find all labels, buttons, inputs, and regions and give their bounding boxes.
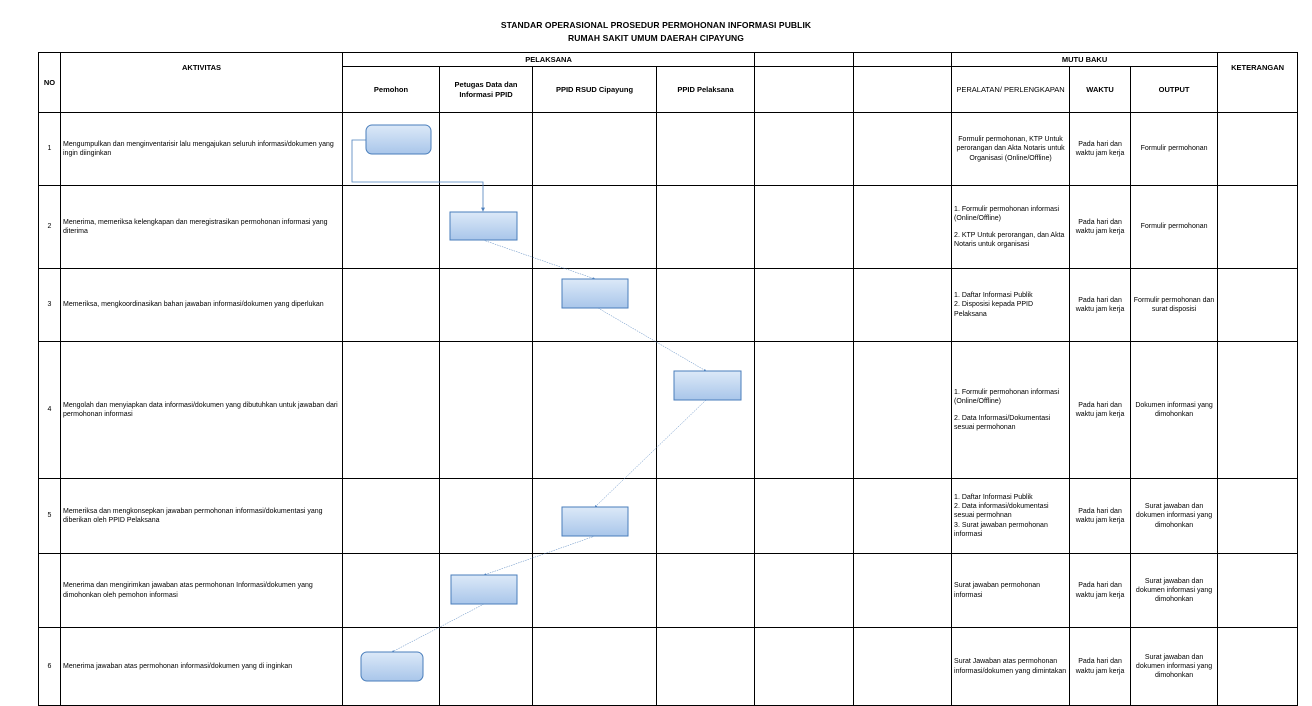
lane-petugas: [440, 186, 533, 269]
row-peralatan: [952, 269, 1070, 342]
peralatan-item: 3. Surat jawaban permohonan informasi: [954, 521, 1048, 538]
table-row: [39, 554, 1298, 628]
lane-blank: [755, 269, 854, 342]
lane-ppid-pelaksana: [657, 269, 755, 342]
row-waktu: Pada hari dan waktu jam kerja: [1070, 554, 1131, 628]
sop-table: [38, 52, 1298, 706]
lane-blank: [755, 479, 854, 554]
peralatan-item: 1. Formulir permohonan informasi (Online/Offline): [954, 205, 1060, 222]
row-peralatan: Formulir permohonan, KTP Untuk perorangan dan Akta Notaris untuk Organisasi (Online/Offline): [952, 113, 1070, 186]
lane-ppid-rsud: [533, 479, 657, 554]
header-pemohon: Pemohon: [343, 67, 440, 113]
row-waktu: Pada hari dan waktu jam kerja: [1070, 113, 1131, 186]
table-row: [39, 186, 1298, 269]
lane-pemohon: [343, 269, 440, 342]
lane-petugas: [440, 479, 533, 554]
peralatan-item: 1. Formulir permohonan informasi (Online/Offline): [954, 388, 1060, 405]
row-aktivitas: Menerima, memeriksa kelengkapan dan meregistrasikan permohonan informasi yang diterima: [61, 186, 343, 269]
row-peralatan: [952, 479, 1070, 554]
lane-blank: [755, 186, 854, 269]
lane-blank: [854, 186, 952, 269]
row-aktivitas: Memeriksa dan mengkonsepkan jawaban permohonan informasi/dokumentasi yang diberikan oleh PPID Pelaksana: [61, 479, 343, 554]
header-row-1: [39, 53, 1298, 67]
row-keterangan: [1218, 554, 1298, 628]
row-no: 2: [39, 186, 61, 269]
header-petugas: Petugas Data dan Informasi PPID: [440, 67, 533, 113]
row-no: 6: [39, 628, 61, 706]
lane-ppid-rsud: [533, 628, 657, 706]
lane-ppid-rsud: [533, 269, 657, 342]
header-blank-4: [854, 67, 952, 113]
header-blank-3: [755, 67, 854, 113]
lane-ppid-rsud: [533, 186, 657, 269]
row-no: [39, 554, 61, 628]
row-waktu: Pada hari dan waktu jam kerja: [1070, 342, 1131, 479]
row-output: Surat jawaban dan dokumen informasi yang dimohonkan: [1131, 554, 1218, 628]
row-keterangan: [1218, 342, 1298, 479]
table-row: [39, 479, 1298, 554]
lane-pemohon: [343, 628, 440, 706]
lane-ppid-rsud: [533, 554, 657, 628]
lane-pemohon: [343, 479, 440, 554]
lane-petugas: [440, 342, 533, 479]
lane-ppid-pelaksana: [657, 186, 755, 269]
lane-pemohon: [343, 113, 440, 186]
peralatan-item: 2. Data informasi/dokumentasi sesuai permohnan: [954, 503, 1049, 520]
header-mutu-baku: MUTU BAKU: [952, 53, 1218, 67]
lane-pemohon: [343, 342, 440, 479]
header-pelaksana: PELAKSANA: [343, 53, 755, 67]
lane-blank: [755, 342, 854, 479]
table-row: [39, 342, 1298, 479]
row-no: 5: [39, 479, 61, 554]
table-row: [39, 628, 1298, 706]
lane-blank: [854, 554, 952, 628]
peralatan-item: 1. Daftar Informasi Publik: [954, 292, 1033, 300]
lane-petugas: [440, 628, 533, 706]
row-no: 4: [39, 342, 61, 479]
lane-blank: [755, 628, 854, 706]
lane-blank: [755, 554, 854, 628]
row-peralatan: [952, 186, 1070, 269]
document-subtitle: RUMAH SAKIT UMUM DAERAH CIPAYUNG: [567, 33, 745, 43]
lane-blank: [854, 113, 952, 186]
row-no: 3: [39, 269, 61, 342]
lane-petugas: [440, 113, 533, 186]
lane-blank: [755, 113, 854, 186]
table-row: [39, 113, 1298, 186]
peralatan-item: 2. Disposisi kepada PPID Pelaksana: [954, 301, 1034, 318]
header-aktivitas: AKTIVITAS: [61, 53, 343, 113]
peralatan-item: 1. Daftar Informasi Publik: [954, 494, 1033, 502]
header-blank-2: [854, 53, 952, 67]
row-output: Formulir permohonan: [1131, 113, 1218, 186]
row-aktivitas: Memeriksa, mengkoordinasikan bahan jawaban informasi/dokumen yang diperlukan: [61, 269, 343, 342]
lane-ppid-pelaksana: [657, 342, 755, 479]
lane-ppid-rsud: [533, 113, 657, 186]
row-keterangan: [1218, 269, 1298, 342]
row-keterangan: [1218, 113, 1298, 186]
header-waktu: WAKTU: [1070, 67, 1131, 113]
row-output: Surat jawaban dan dokumen informasi yang dimohonkan: [1131, 479, 1218, 554]
lane-blank: [854, 342, 952, 479]
lane-ppid-rsud: [533, 342, 657, 479]
header-blank-1: [755, 53, 854, 67]
row-aktivitas: Mengolah dan menyiapkan data informasi/dokumen yang dibutuhkan untuk jawaban dari permohonan informasi: [61, 342, 343, 479]
row-keterangan: [1218, 186, 1298, 269]
row-output: Surat jawaban dan dokumen informasi yang dimohonkan: [1131, 628, 1218, 706]
row-peralatan: [952, 342, 1070, 479]
row-output: Formulir permohonan dan surat disposisi: [1131, 269, 1218, 342]
lane-ppid-pelaksana: [657, 628, 755, 706]
lane-ppid-pelaksana: [657, 479, 755, 554]
row-keterangan: [1218, 479, 1298, 554]
document-title: STANDAR OPERASIONAL PROSEDUR PERMOHONAN INFORMASI PUBLIK: [500, 20, 812, 30]
header-ppid-rsud: PPID RSUD Cipayung: [533, 67, 657, 113]
row-no: 1: [39, 113, 61, 186]
lane-petugas: [440, 554, 533, 628]
row-aktivitas: Menerima dan mengirimkan jawaban atas permohonan Informasi/dokumen yang dimohonkan oleh pemohon informasi: [61, 554, 343, 628]
table-row: [39, 269, 1298, 342]
peralatan-item: 2. Data Informasi/Dokumentasi sesuai permohonan: [954, 415, 1051, 432]
row-output: Dokumen informasi yang dimohonkan: [1131, 342, 1218, 479]
header-output: OUTPUT: [1131, 67, 1218, 113]
row-aktivitas: Menerima jawaban atas permohonan informasi/dokumen yang di inginkan: [61, 628, 343, 706]
peralatan-item: 2. KTP Untuk perorangan, dan Akta Notaris untuk organisasi: [954, 232, 1065, 249]
lane-petugas: [440, 269, 533, 342]
header-ppid-pelaksana: PPID Pelaksana: [657, 67, 755, 113]
row-waktu: Pada hari dan waktu jam kerja: [1070, 628, 1131, 706]
lane-blank: [854, 269, 952, 342]
row-waktu: Pada hari dan waktu jam kerja: [1070, 269, 1131, 342]
row-keterangan: [1218, 628, 1298, 706]
lane-blank: [854, 479, 952, 554]
row-aktivitas: Mengumpulkan dan menginventarisir lalu mengajukan seluruh informasi/dokumen yang ingin diinginkan: [61, 113, 343, 186]
lane-pemohon: [343, 186, 440, 269]
row-output: Formulir permohonan: [1131, 186, 1218, 269]
lane-blank: [854, 628, 952, 706]
header-no: NO: [39, 53, 61, 113]
lane-pemohon: [343, 554, 440, 628]
row-peralatan: Surat jawaban permohonan informasi: [952, 554, 1070, 628]
row-peralatan: Surat Jawaban atas permohonan informasi/dokumen yang dimintakan: [952, 628, 1070, 706]
lane-ppid-pelaksana: [657, 113, 755, 186]
lane-ppid-pelaksana: [657, 554, 755, 628]
header-peralatan: PERALATAN/ PERLENGKAPAN: [952, 67, 1070, 113]
row-waktu: Pada hari dan waktu jam kerja: [1070, 479, 1131, 554]
row-waktu: Pada hari dan waktu jam kerja: [1070, 186, 1131, 269]
header-keterangan: KETERANGAN: [1218, 53, 1298, 113]
